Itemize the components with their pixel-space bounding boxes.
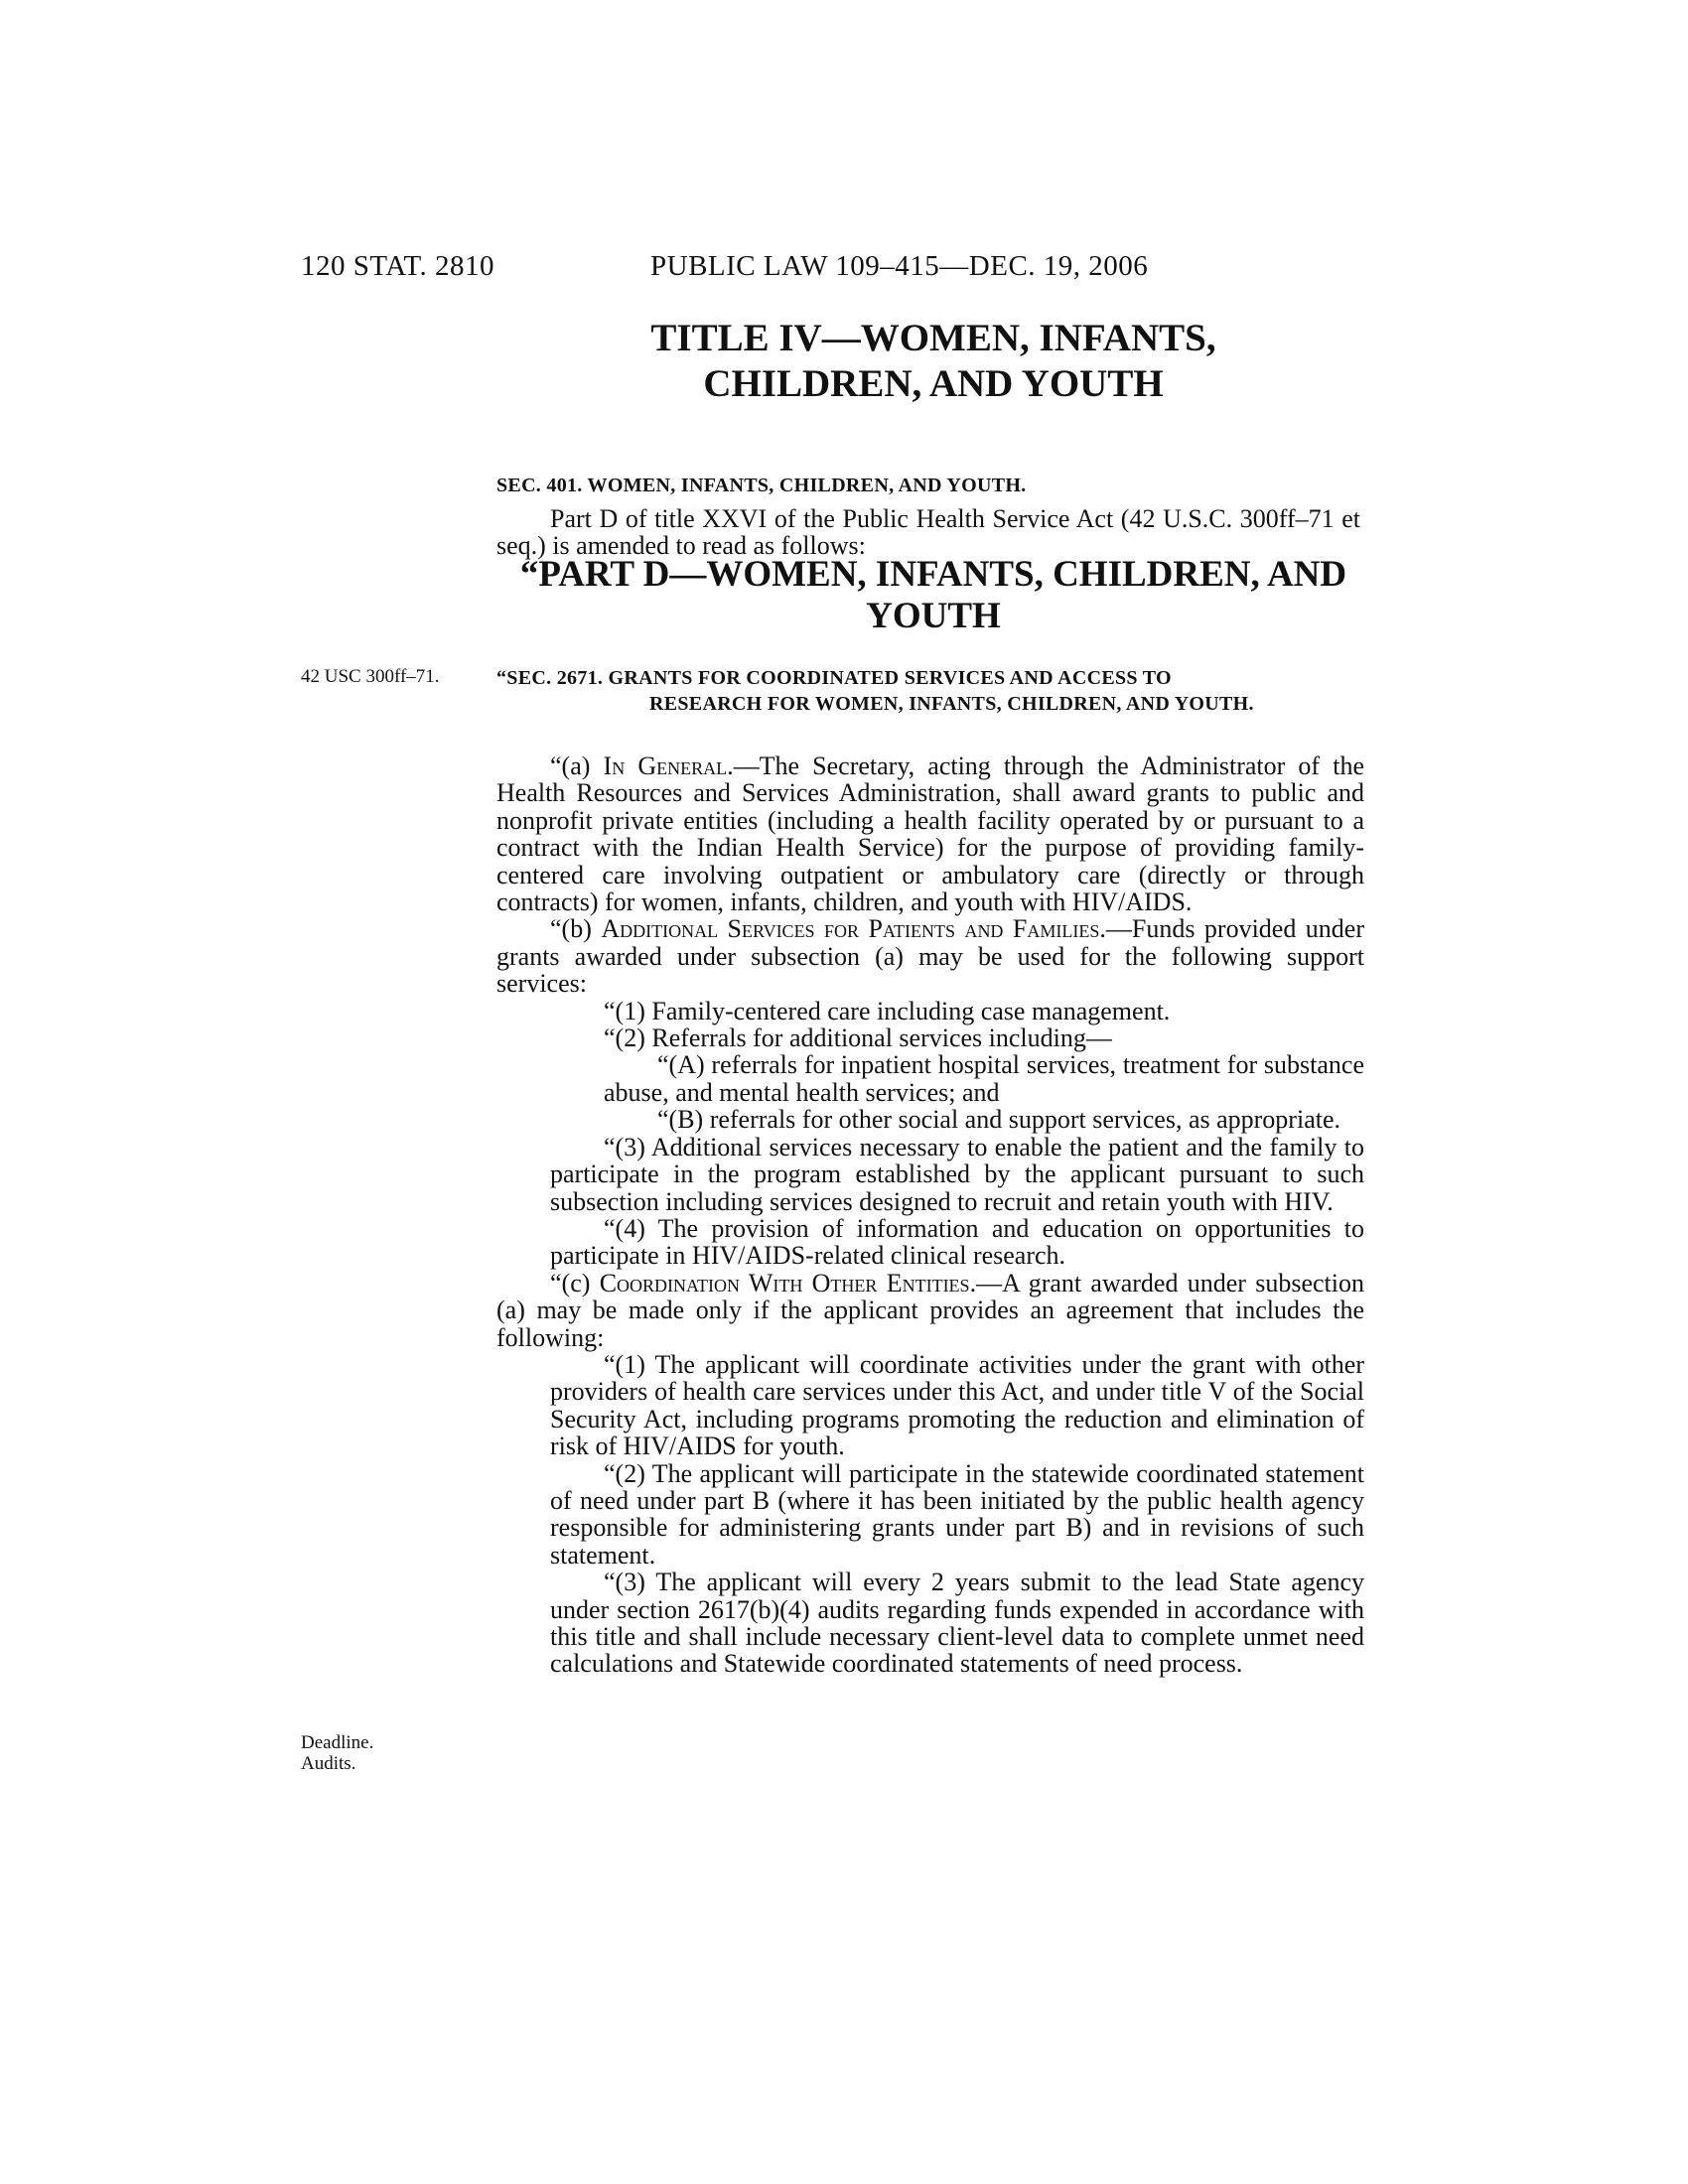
paragraph-c-3: “(3) The applicant will every 2 years submit to the lead State agency under section 2617(b)(4) audits regarding funds expended in accordance with this title and shall include necessary client-level data to complete unmet need calculations and Statewide coordinated statements of need process.: [550, 1568, 1364, 1679]
stat-page-number: 120 STAT. 2810: [301, 250, 495, 282]
subsection-a-text: .—The Secretary, acting through the Administrator of the Health Resources and Services Administration, shall award grants to public and nonprofit private entities (including a health facility operated by or pursuant to a contract with the Indian Health Service) for the purpose of providing family-centered care involving outpatient or ambulatory care (directly or through contracts) for women, infants, children, and youth with HIV/AIDS.: [496, 751, 1364, 917]
subsection-c: [496, 1270, 1364, 1351]
subparagraph-b-2-b: “(B) referrals for other social and support services, as appropriate.: [657, 1105, 1340, 1135]
marginal-note-usc: 42 USC 300ff–71.: [301, 666, 440, 687]
subsection-b-text: .—Funds provided under grants awarded under subsection (a) may be used for the following support services:: [496, 914, 1364, 999]
sec-401-heading: SEC. 401. WOMEN, INFANTS, CHILDREN, AND YOUTH.: [496, 475, 1027, 496]
subsection-b-heading: Additional Services for Patients and Families: [601, 914, 1100, 944]
subsection-b-label: “(b): [550, 914, 602, 944]
marginal-note-audits: Audits.: [301, 1753, 356, 1774]
sec-2671-heading: [496, 665, 1364, 717]
part-d-line-1: “PART D—WOMEN, INFANTS, CHILDREN, AND: [519, 554, 1347, 595]
subparagraph-b-2-a: “(A) referrals for inpatient hospital services, treatment for substance abuse, and mental health services; and: [604, 1050, 1364, 1107]
paragraph-b-3: “(3) Additional services necessary to enable the patient and the family to participate in the program established by the applicant pursuant to such subsection including services designed to recruit and retain youth with HIV.: [550, 1132, 1364, 1216]
part-d-heading: [496, 554, 1370, 637]
title-heading: [496, 316, 1370, 407]
subsection-c-heading: Coordination With Other Entities: [599, 1268, 970, 1297]
paragraph-b-4: “(4) The provision of information and education on opportunities to participate in HIV/AIDS-related clinical research.: [550, 1213, 1364, 1271]
paragraph-c-2: “(2) The applicant will participate in the statewide coordinated statement of need under part B (where it has been initiated by the public health agency responsible for administering grants under part B) and in revisions of such statement.: [550, 1458, 1364, 1570]
paragraph-b-2: “(2) Referrals for additional services including—: [604, 1024, 1112, 1053]
subsection-a-label: “(a): [550, 751, 604, 780]
marginal-note-deadline: Deadline.: [301, 1732, 374, 1753]
title-line-1: TITLE IV—WOMEN, INFANTS,: [650, 317, 1216, 359]
subsection-b: [496, 915, 1364, 997]
title-line-2: CHILDREN, AND YOUTH: [703, 362, 1164, 405]
subsection-c-text: .—A grant awarded under subsection (a) may be made only if the applicant provides an agreement that includes the following:: [496, 1268, 1364, 1352]
sec-2671-heading-rest: RESEARCH FOR WOMEN, INFANTS, CHILDREN, AND YOUTH.: [649, 693, 1254, 715]
sec-2671-heading-line-1: “SEC. 2671. GRANTS FOR COORDINATED SERVICES AND ACCESS TO: [496, 667, 1172, 689]
sec-2671-body: [496, 752, 1364, 1678]
part-d-line-2: YOUTH: [866, 596, 1001, 636]
subsection-c-label: “(c): [550, 1268, 600, 1297]
paragraph-b-1: “(1) Family-centered care including case management.: [604, 996, 1171, 1025]
subsection-a-heading: In General: [603, 751, 728, 780]
subsection-a: [496, 752, 1364, 915]
sec-401-text: Part D of title XXVI of the Public Health Service Act (42 U.S.C. 300ff–71 et seq.) is amended to read as follows:: [496, 504, 1360, 561]
sec-401-block: [496, 475, 1360, 560]
running-header: PUBLIC LAW 109–415—DEC. 19, 2006: [650, 250, 1149, 282]
paragraph-c-1: “(1) The applicant will coordinate activities under the grant with other providers of health care services under this Act, and under title V of the Social Security Act, including programs promoting the reduction and elimination of risk of HIV/AIDS for youth.: [550, 1349, 1364, 1461]
